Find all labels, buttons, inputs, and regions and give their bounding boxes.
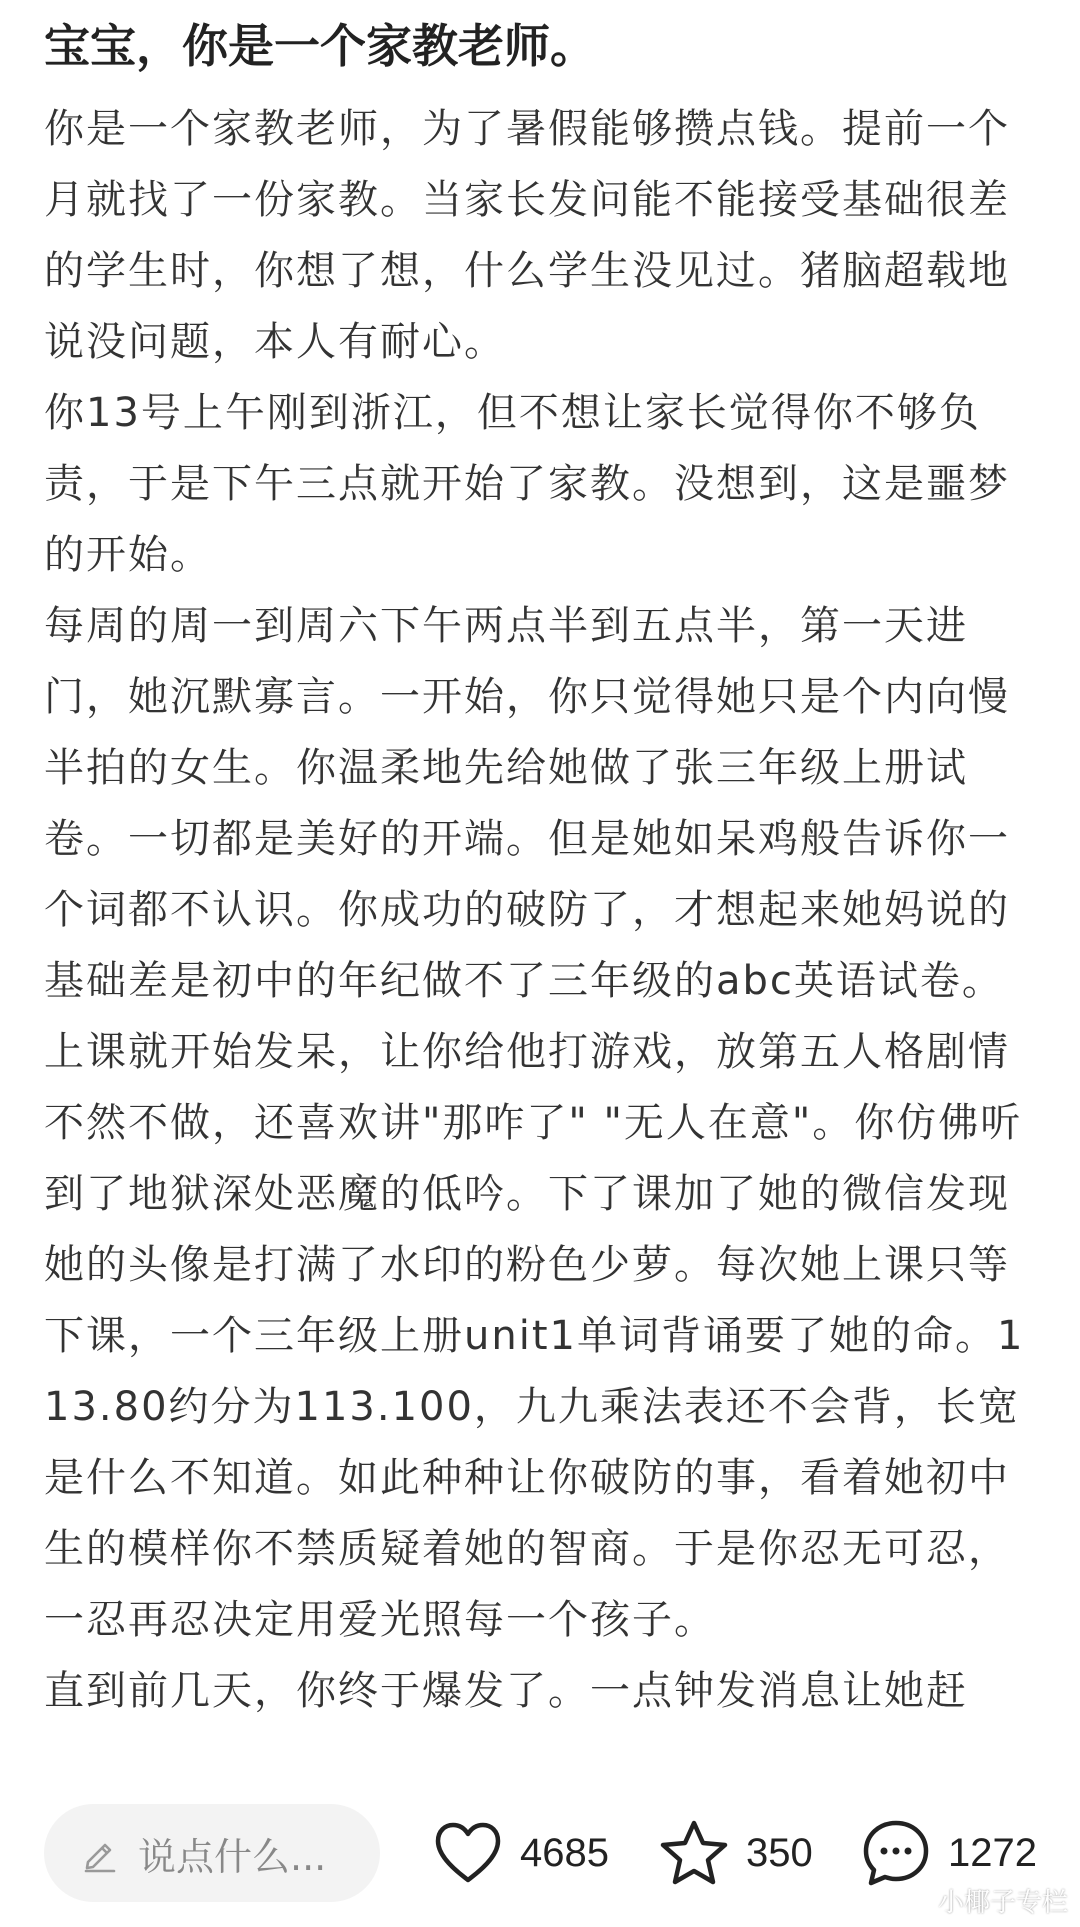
favorite-button[interactable] [658,1814,813,1892]
bottom-action-bar [0,1778,1080,1927]
pencil-icon [80,1833,120,1873]
favorite-count: 350 [746,1830,813,1875]
comment-button[interactable] [860,1814,1037,1892]
heart-icon [432,1820,504,1886]
like-button[interactable] [432,1814,609,1892]
paragraph-4: 直到前几天，你终于爆发了。一点钟发消息让她赶 [44,1668,968,1714]
post-title: 宝宝，你是一个家教老师。 [44,19,596,73]
paragraph-3: 每周的周一到周六下午两点半到五点半，第一天进门，她沉默寡言。一开始，你只觉得她只是个内向慢半拍的女生。你温柔地先给她做了张三年级上册试卷。一切都是美好的开端。但是她如呆鸡般告诉你一个词都不认识。你成功的破防了，才想起来她妈说的基础差是初中的年纪做不了三年级的abc英语试卷。上课就开始发呆，让你给他打游戏，放第五人格剧情不然不做，还喜欢讲"那咋了" "无人在意"。你仿佛听到了地狱深处恶魔的低吟。下了课加了她的微信发现她的头像是打满了水印的粉色少萝。每次她上课只等下课，一个三年级上册unit1单词背诵要了她的命。113.80约分为113.100，九九乘法表还不会背，长宽是什么不知道。如此种种让你破防的事，看着她初中生的模样你不禁质疑着她的智商。于是你忍无可忍，一忍再忍决定用爱光照每一个孩子。 [44,603,1025,1643]
article-body [44,0,1044,1778]
paragraph-2: 你13号上午刚到浙江，但不想让家长觉得你不够负责，于是下午三点就开始了家教。没想到，这是噩梦的开始。 [44,390,1010,578]
text-fade-overlay [0,1735,1080,1781]
paragraph-1: 你是一个家教老师，为了暑假能够攒点钱。提前一个月就找了一份家教。当家长发问能不能接受基础很差的学生时，你想了想，什么学生没见过。猪脑超载地说没问题，本人有耐心。 [44,106,1010,365]
comment-input[interactable] [44,1804,380,1902]
comment-count: 1272 [948,1830,1037,1875]
star-icon [658,1818,730,1888]
watermark: 小椰子专栏 [937,1888,1068,1918]
like-count: 4685 [520,1830,609,1875]
chat-bubble-icon [860,1817,932,1889]
comment-placeholder: 说点什么... [138,1834,327,1879]
